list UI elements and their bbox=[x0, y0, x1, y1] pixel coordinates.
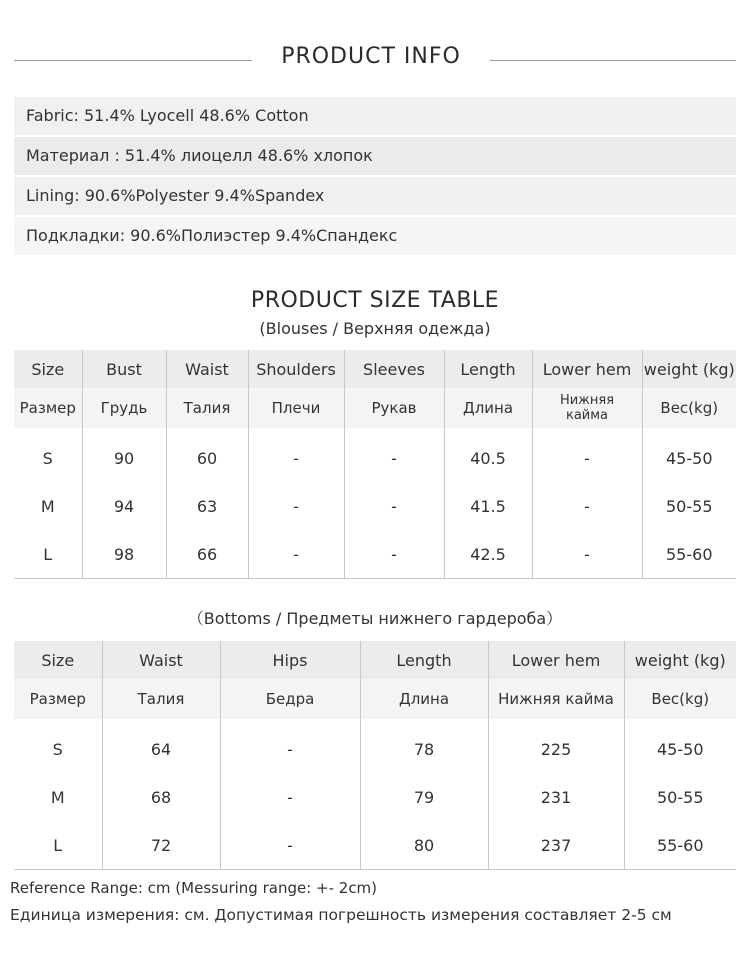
cell: 237 bbox=[488, 821, 624, 870]
table-row bbox=[14, 428, 736, 482]
cell: 63 bbox=[166, 482, 248, 530]
header-cell: Длина bbox=[444, 388, 532, 428]
header-cell: Вес(kg) bbox=[642, 388, 736, 428]
cell: 40.5 bbox=[444, 428, 532, 482]
reference-note-en: Reference Range: cm (Messuring range: +- 2cm) bbox=[10, 879, 378, 897]
header-cell: Рукав bbox=[344, 388, 444, 428]
cell: 79 bbox=[360, 773, 488, 821]
cell: - bbox=[344, 530, 444, 579]
page-title: PRODUCT INFO bbox=[281, 44, 461, 69]
header-cell: Lower hem bbox=[488, 641, 624, 679]
lining-row-en: Lining: 90.6%Polyester 9.4%Spandex bbox=[14, 177, 736, 215]
bottoms-size-table bbox=[14, 641, 736, 870]
cell: 45-50 bbox=[666, 448, 713, 468]
header-cell: Size bbox=[14, 350, 82, 388]
bottoms-header-ru bbox=[14, 679, 736, 719]
cell: 50-55 bbox=[657, 787, 704, 807]
header-cell: Талия bbox=[102, 679, 220, 719]
header-cell: Bust bbox=[82, 350, 166, 388]
cell: 225 bbox=[488, 719, 624, 773]
header-cell: Lower hem bbox=[532, 350, 642, 388]
header-cell: Размер bbox=[14, 679, 102, 719]
cell: - bbox=[220, 719, 360, 773]
cell: 94 bbox=[82, 482, 166, 530]
header-cell: Грудь bbox=[82, 388, 166, 428]
cell: 78 bbox=[360, 719, 488, 773]
header-cell: Length bbox=[360, 641, 488, 679]
header-cell: Waist bbox=[166, 350, 248, 388]
bottoms-header-en bbox=[14, 641, 736, 679]
cell: 45-50 bbox=[657, 739, 704, 759]
table-row bbox=[14, 719, 736, 773]
table-row bbox=[14, 821, 736, 870]
cell: - bbox=[344, 482, 444, 530]
cell: - bbox=[532, 428, 642, 482]
header-cell: Длина bbox=[360, 679, 488, 719]
table-row bbox=[14, 482, 736, 530]
divider-right bbox=[490, 60, 736, 61]
cell: S bbox=[14, 428, 82, 482]
cell: - bbox=[532, 530, 642, 579]
cell: 80 bbox=[360, 821, 488, 870]
size-table-title: PRODUCT SIZE TABLE bbox=[250, 288, 500, 313]
header-cell: Hips bbox=[220, 641, 360, 679]
cell: 41.5 bbox=[444, 482, 532, 530]
header-cell: weight (kg) bbox=[624, 641, 736, 679]
blouses-size-table bbox=[14, 350, 736, 579]
lining-row-ru: Подкладки: 90.6%Полиэстер 9.4%Спандекс bbox=[14, 217, 736, 255]
cell: - bbox=[344, 428, 444, 482]
table-row bbox=[14, 530, 736, 579]
cell: 60 bbox=[166, 428, 248, 482]
header-cell: Бедра bbox=[220, 679, 360, 719]
cell: 98 bbox=[82, 530, 166, 579]
cell: L bbox=[14, 821, 102, 870]
cell: 231 bbox=[488, 773, 624, 821]
header-cell: weight (kg) bbox=[642, 350, 736, 388]
cell: 50-55 bbox=[666, 496, 713, 516]
divider-left bbox=[14, 60, 252, 61]
cell: M bbox=[14, 482, 82, 530]
bottoms-subtitle: （Bottoms / Предметы нижнего гардероба） bbox=[187, 609, 563, 628]
cell: - bbox=[532, 482, 642, 530]
header-cell: Size bbox=[14, 641, 102, 679]
fabric-composition bbox=[14, 97, 736, 257]
header-cell: Waist bbox=[102, 641, 220, 679]
cell: - bbox=[220, 821, 360, 870]
header-cell: Sleeves bbox=[344, 350, 444, 388]
lower-hem-ru-label: Нижняя кайма bbox=[559, 393, 615, 423]
product-info-header bbox=[0, 44, 750, 78]
header-cell: Shoulders bbox=[248, 350, 344, 388]
cell: 90 bbox=[82, 428, 166, 482]
cell: 55-60 bbox=[624, 821, 736, 870]
cell: - bbox=[248, 530, 344, 579]
header-cell: Талия bbox=[166, 388, 248, 428]
cell: - bbox=[220, 773, 360, 821]
header-cell: Размер bbox=[14, 388, 82, 428]
cell: 72 bbox=[102, 821, 220, 870]
header-cell: Length bbox=[444, 350, 532, 388]
cell: 64 bbox=[102, 719, 220, 773]
cell: 42.5 bbox=[444, 530, 532, 579]
cell: - bbox=[248, 428, 344, 482]
cell: M bbox=[14, 773, 102, 821]
header-cell: Плечи bbox=[248, 388, 344, 428]
fabric-row-ru: Материал : 51.4% лиоцелл 48.6% хлопок bbox=[14, 137, 736, 175]
cell: 66 bbox=[166, 530, 248, 579]
fabric-row-en: Fabric: 51.4% Lyocell 48.6% Cotton bbox=[14, 97, 736, 135]
cell: 55-60 bbox=[642, 530, 736, 579]
blouses-subtitle: (Blouses / Верхняя одежда) bbox=[259, 319, 491, 338]
header-cell: Вес(kg) bbox=[624, 679, 736, 719]
table-row bbox=[14, 773, 736, 821]
reference-note-ru: Единица измерения: см. Допустимая погрешность измерения составляет 2-5 см bbox=[10, 906, 672, 924]
header-cell: Нижняя кайма bbox=[488, 679, 624, 719]
cell: - bbox=[248, 482, 344, 530]
blouses-header-ru bbox=[14, 388, 736, 428]
cell: 68 bbox=[102, 773, 220, 821]
blouses-header-en bbox=[14, 350, 736, 388]
cell: S bbox=[14, 719, 102, 773]
cell: L bbox=[14, 530, 82, 579]
header-cell bbox=[532, 388, 642, 428]
